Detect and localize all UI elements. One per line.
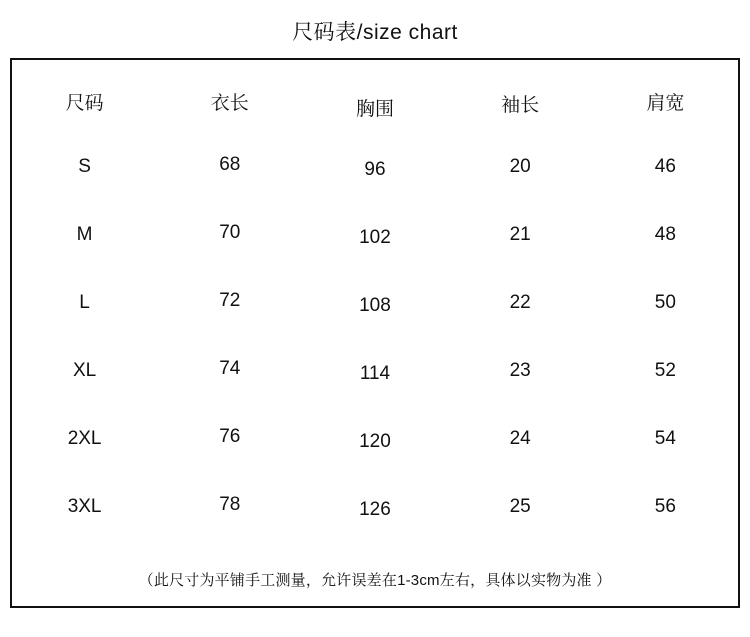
cell-sleeve: 25 [509,496,531,517]
measurement-note: （此尺寸为平铺手工测量，允许误差在1-3cm左右，具体以实物为准 ） [138,572,612,589]
cell-length: 78 [219,494,241,515]
cell-bust: 114 [359,363,391,384]
table-body [12,133,738,541]
table-header [12,60,738,133]
cell-bust: 96 [364,159,386,180]
cell-shoulder: 56 [654,496,676,517]
table-row [12,133,738,201]
cell-sleeve: 22 [509,292,531,313]
page-title: 尺码表/size chart [292,21,458,44]
cell-bust: 108 [359,295,391,316]
column-header-bust: 胸围 [355,98,394,120]
cell-size: 3XL [67,496,102,517]
column-header-shoulder: 肩宽 [646,92,685,114]
column-header-size: 尺码 [65,92,104,114]
table-header-row [12,60,738,133]
cell-length: 70 [219,222,241,243]
cell-sleeve: 21 [509,224,531,245]
size-table [12,60,738,541]
cell-sleeve: 23 [509,360,531,381]
table-row [12,269,738,337]
column-header-sleeve: 袖长 [501,94,540,116]
table-row [12,201,738,269]
cell-shoulder: 46 [654,156,676,177]
cell-size: 2XL [67,428,102,449]
cell-shoulder: 52 [654,360,676,381]
cell-bust: 126 [359,499,391,520]
cell-length: 76 [219,426,241,447]
cell-length: 74 [219,358,241,379]
size-table-frame [10,58,740,608]
cell-bust: 120 [359,431,391,452]
cell-length: 72 [219,290,241,311]
column-header-length: 衣长 [210,92,249,114]
cell-size: S [78,156,91,177]
cell-shoulder: 50 [654,292,676,313]
table-row [12,473,738,541]
table-row [12,405,738,473]
cell-sleeve: 20 [509,156,531,177]
cell-sleeve: 24 [509,428,531,449]
cell-size: L [79,292,90,313]
cell-bust: 102 [359,227,391,248]
cell-shoulder: 48 [654,224,676,245]
cell-size: M [76,224,93,245]
cell-size: XL [72,360,97,381]
table-row [12,337,738,405]
cell-length: 68 [219,154,241,175]
cell-shoulder: 54 [654,428,676,449]
